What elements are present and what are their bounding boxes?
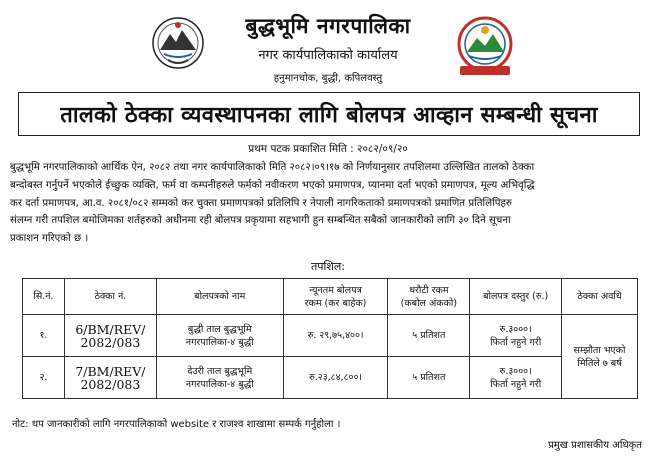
cell-min-amount: रु. २९,७५,४००। [283, 315, 388, 357]
body-line: बन्दोबस्त गर्नुपर्ने भएकोले ईच्छुक व्यक्ति, फर्म वा कम्पनीहरुले फर्मको नवीकरण भएको प्रमाणपत्र, प्यानमा दर्ता भएको प्रमाणपत्र, मूल्य अभिवृद्धि [10, 179, 535, 191]
fee-line1: रु.३०००। [499, 323, 532, 335]
header-duration: ठेक्का अवधि [562, 279, 638, 315]
cell-fee [470, 315, 562, 357]
municipality-title: बुद्धभूमि नगरपालिका [245, 14, 411, 38]
notice-title-banner [18, 92, 640, 136]
header-deposit-line1: धरौटी रकम [409, 284, 449, 296]
contract-line2: 2082/083 [80, 376, 141, 392]
header-deposit-line2: (कबोल अंकको) [400, 297, 458, 309]
name-line1: देउरी ताल बुद्धभूमि [187, 365, 253, 377]
name-line1: बुद्धी ताल बुद्धभूमि [187, 323, 252, 335]
letterhead [0, 0, 656, 90]
municipality-logo-icon [452, 14, 518, 78]
signatory-title: प्रमुख प्रशासकीय अधिकृत [548, 440, 642, 451]
cell-deposit: ५ प्रतिशत [388, 357, 470, 399]
details-label: तपशिल: [310, 260, 345, 273]
contract-line1: 6/BM/REV/ [75, 321, 146, 337]
cell-name [156, 357, 283, 399]
header-sn: सि.नं. [23, 279, 65, 315]
contract-line2: 2082/083 [80, 334, 141, 350]
cell-name [156, 315, 283, 357]
duration-line1: सम्झौता भएको [573, 344, 626, 356]
cell-deposit: ५ प्रतिशत [388, 315, 470, 357]
fee-line1: रु.३०००। [499, 365, 532, 377]
footer-note: नोट: थप जानकारीको लागि नगरपालिकाको website र राजश्व शाखामा सम्पर्क गर्नुहोला । [12, 419, 341, 430]
office-subtitle: नगर कार्यपालिकाको कार्यालय [258, 48, 398, 63]
table-header-row [23, 279, 638, 315]
contract-line1: 7/BM/REV/ [75, 363, 146, 379]
cell-fee [470, 357, 562, 399]
header-contract-no: ठेक्का नं. [64, 279, 156, 315]
cell-duration [562, 315, 638, 399]
publication-date: प्रथम पटक प्रकाशित मिति : २०८२/०९/२० [248, 143, 408, 155]
cell-sn: १. [23, 315, 65, 357]
header-min-amount [283, 279, 388, 315]
name-line2: नगरपालिका-४ बुद्धी [185, 378, 254, 390]
duration-line2: मितिले ७ बर्ष [577, 357, 622, 369]
notice-title: तालको ठेक्का व्यवस्थापनका लागि बोलपत्र आव्हान सम्बन्धी सूचना [60, 103, 598, 128]
header-name: बोलपत्रको नाम [156, 279, 283, 315]
body-line: संलग्न गरी तपशिल बमोजिमका शर्तहरुको अधीनमा रही बोलपत्र प्रकृयामा सहभागी हुन सम्बन्धित सबैको जानकारीको लागि ३० दिने सूचना [10, 215, 511, 227]
cell-sn: २. [23, 357, 65, 399]
office-address: हनुमानचोक, बुद्धी, कपिलवस्तु [273, 73, 383, 84]
header-deposit [388, 279, 470, 315]
notice-body [10, 159, 646, 248]
table-row [23, 357, 638, 399]
body-line: बुद्धभूमि नगरपालिकाको आर्थिक ऐन, २०८२ तथा नगर कार्यपालिकाको मिति २०८२।०९।१७ को निर्णयानुसार तपशिलमा उल्लिखित तालको ठेक्का [10, 162, 535, 173]
cell-contract-no [64, 357, 156, 399]
cell-contract-no [64, 315, 156, 357]
tender-table [22, 278, 638, 399]
header-min-line2: रकम (कर बाहेक) [304, 297, 367, 309]
cell-min-amount: रु.२३,८४,८००। [283, 357, 388, 399]
fee-line2: फिर्ता नहुने गरी [490, 336, 542, 348]
body-line: कर दर्ता प्रमाणपत्र, आ.व. २०८१/०८२ सम्मको कर चुक्ता प्रमाणपत्रको प्रतिलिपि र नेपाली नागरिकताको प्रमाणपत्रको प्रमाणित प्रतिलिपिहरु [10, 197, 513, 209]
header-min-line1: न्यूनतम बोलपत्र [309, 284, 362, 296]
fee-line2: फिर्ता नहुने गरी [490, 378, 542, 390]
name-line2: नगरपालिका-४ बुद्धी [185, 336, 254, 348]
header-fee: बोलपत्र दस्तुर (रु.) [470, 279, 562, 315]
body-line: प्रकाशन गरिएको छ । [10, 233, 89, 245]
table-row [23, 315, 638, 357]
